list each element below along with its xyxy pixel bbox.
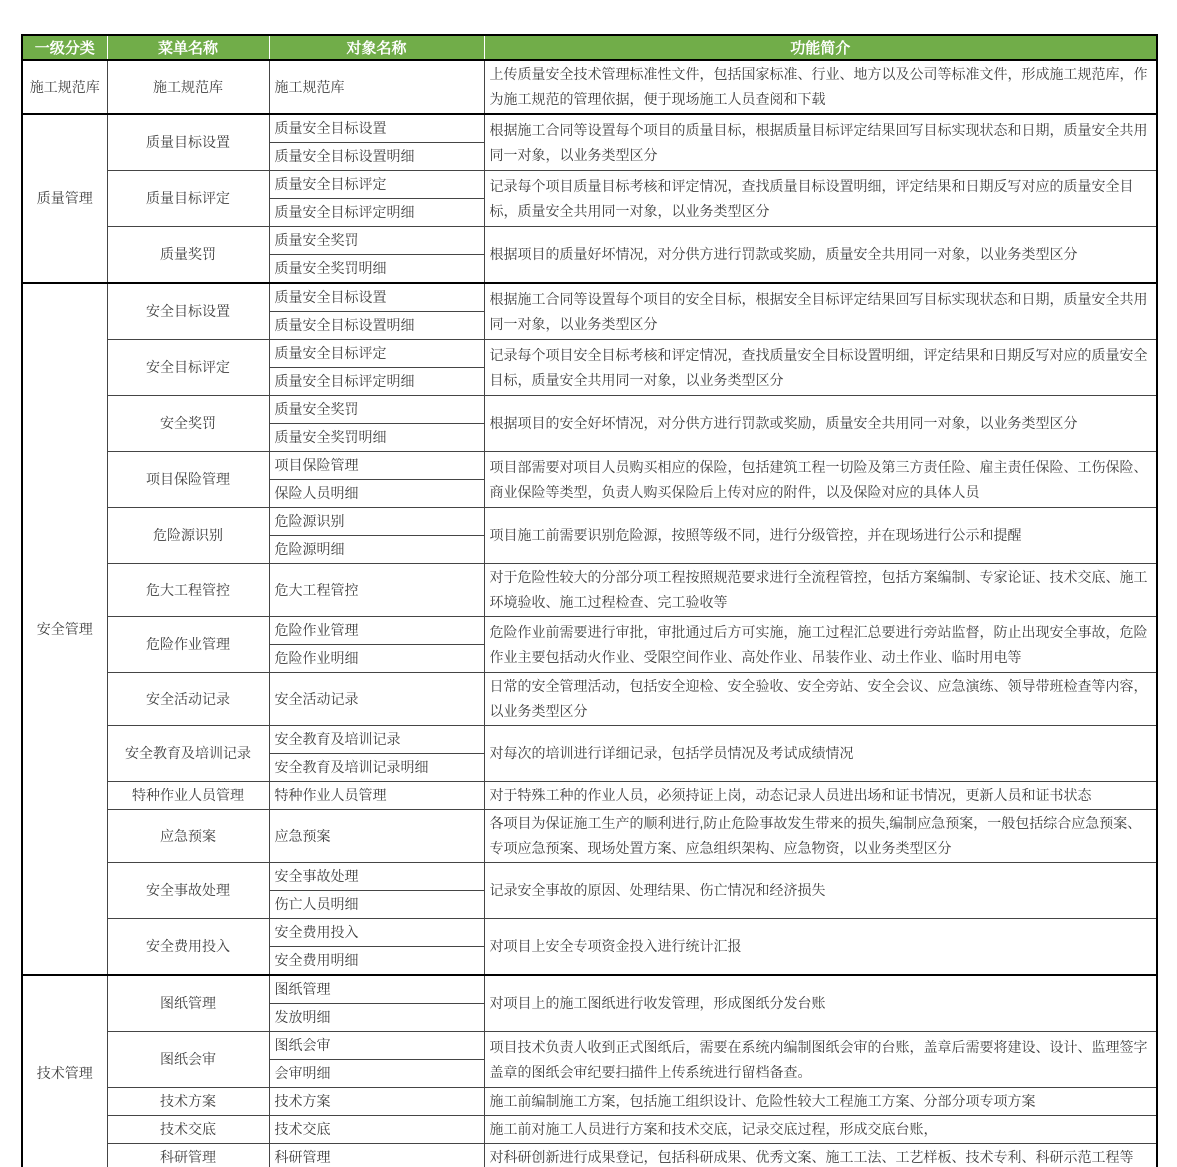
description-cell: 记录每个项目安全目标考核和评定情况，查找质量安全目标设置明细，评定结果和日期反写对应的质量安全目标，质量安全共用同一对象，以业务类型区分 (484, 340, 1157, 396)
table-row (22, 1116, 1157, 1144)
menu-cell: 质量奖罚 (107, 227, 269, 284)
description-cell: 危险作业前需要进行审批，审批通过后方可实施，施工过程汇总要进行旁站监督，防止出现安全事故，危险作业主要包括动火作业、受限空间作业、高处作业、吊装作业、动土作业、临时用电等 (484, 617, 1157, 673)
table-row (22, 564, 1157, 617)
menu-cell: 技术交底 (107, 1116, 269, 1144)
menu-cell: 安全奖罚 (107, 396, 269, 452)
object-cell: 技术交底 (269, 1116, 484, 1144)
object-cell: 质量安全目标评定明细 (269, 368, 484, 396)
table-body (22, 60, 1157, 1167)
description-cell: 施工前编制施工方案，包括施工组织设计、危险性较大工程施工方案、分部分项专项方案 (484, 1088, 1157, 1116)
menu-cell: 危险源识别 (107, 508, 269, 564)
table-row (22, 114, 1157, 143)
object-cell: 图纸会审 (269, 1032, 484, 1060)
menu-cell: 质量目标评定 (107, 171, 269, 227)
category-cell: 施工规范库 (22, 60, 107, 114)
menu-cell: 质量目标设置 (107, 114, 269, 171)
object-cell: 安全活动记录 (269, 673, 484, 726)
description-cell: 对于危险性较大的分部分项工程按照规范要求进行全流程管控，包括方案编制、专家论证、技术交底、施工环境验收、施工过程检查、完工验收等 (484, 564, 1157, 617)
description-cell: 对每次的培训进行详细记录，包括学员情况及考试成绩情况 (484, 726, 1157, 782)
menu-cell: 科研管理 (107, 1144, 269, 1167)
menu-cell: 施工规范库 (107, 60, 269, 114)
category-cell: 安全管理 (22, 283, 107, 975)
object-cell: 伤亡人员明细 (269, 891, 484, 919)
object-cell: 质量安全目标设置明细 (269, 312, 484, 340)
object-cell: 施工规范库 (269, 60, 484, 114)
object-cell: 质量安全奖罚明细 (269, 255, 484, 284)
object-cell: 安全教育及培训记录 (269, 726, 484, 754)
description-cell: 根据施工合同等设置每个项目的安全目标，根据安全目标评定结果回写目标实现状态和日期，质量安全共用同一对象，以业务类型区分 (484, 283, 1157, 340)
sheet-area (21, 34, 1158, 1167)
menu-cell: 危大工程管控 (107, 564, 269, 617)
description-cell: 上传质量安全技术管理标准性文件，包括国家标准、行业、地方以及公司等标准文件，形成施工规范库，作为施工规范的管理依据，便于现场施工人员查阅和下载 (484, 60, 1157, 114)
header-object: 对象名称 (269, 35, 484, 60)
description-cell: 项目部需要对项目人员购买相应的保险，包括建筑工程一切险及第三方责任险、雇主责任保险、工伤保险、商业保险等类型，负责人购买保险后上传对应的附件，以及保险对应的具体人员 (484, 452, 1157, 508)
object-cell: 应急预案 (269, 810, 484, 863)
object-cell: 安全费用明细 (269, 947, 484, 976)
description-cell: 施工前对施工人员进行方案和技术交底，记录交底过程，形成交底台账， (484, 1116, 1157, 1144)
object-cell: 质量安全目标设置 (269, 283, 484, 312)
menu-spec-table (21, 34, 1158, 1167)
object-cell: 项目保险管理 (269, 452, 484, 480)
table-row (22, 340, 1157, 368)
table-row (22, 1144, 1157, 1167)
object-cell: 危险作业管理 (269, 617, 484, 645)
object-cell: 科研管理 (269, 1144, 484, 1167)
object-cell: 技术方案 (269, 1088, 484, 1116)
category-cell: 质量管理 (22, 114, 107, 283)
description-cell: 项目技术负责人收到正式图纸后，需要在系统内编制图纸会审的台账，盖章后需要将建设、设计、监理签字盖章的图纸会审纪要扫描件上传系统进行留档备查。 (484, 1032, 1157, 1088)
description-cell: 日常的安全管理活动，包括安全迎检、安全验收、安全旁站、安全会议、应急演练、领导带班检查等内容，以业务类型区分 (484, 673, 1157, 726)
menu-cell: 图纸会审 (107, 1032, 269, 1088)
table-header (22, 35, 1157, 60)
description-cell: 对项目上安全专项资金投入进行统计汇报 (484, 919, 1157, 976)
menu-cell: 危险作业管理 (107, 617, 269, 673)
header-menu: 菜单名称 (107, 35, 269, 60)
object-cell: 危险源明细 (269, 536, 484, 564)
table-row (22, 1032, 1157, 1060)
object-cell: 特种作业人员管理 (269, 782, 484, 810)
description-cell: 根据施工合同等设置每个项目的质量目标，根据质量目标评定结果回写目标实现状态和日期，质量安全共用同一对象，以业务类型区分 (484, 114, 1157, 171)
header-row (22, 35, 1157, 60)
object-cell: 危险源识别 (269, 508, 484, 536)
table-row (22, 1088, 1157, 1116)
table-row (22, 227, 1157, 255)
menu-cell: 特种作业人员管理 (107, 782, 269, 810)
header-category: 一级分类 (22, 35, 107, 60)
object-cell: 质量安全目标设置 (269, 114, 484, 143)
table-row (22, 171, 1157, 199)
table-row (22, 726, 1157, 754)
menu-cell: 项目保险管理 (107, 452, 269, 508)
menu-cell: 技术方案 (107, 1088, 269, 1116)
table-row (22, 508, 1157, 536)
header-description: 功能简介 (484, 35, 1157, 60)
object-cell: 安全费用投入 (269, 919, 484, 947)
object-cell: 质量安全奖罚明细 (269, 424, 484, 452)
table-row (22, 283, 1157, 312)
object-cell: 会审明细 (269, 1060, 484, 1088)
description-cell: 对项目上的施工图纸进行收发管理，形成图纸分发台账 (484, 975, 1157, 1032)
menu-cell: 图纸管理 (107, 975, 269, 1032)
object-cell: 图纸管理 (269, 975, 484, 1004)
menu-cell: 安全教育及培训记录 (107, 726, 269, 782)
table-row (22, 919, 1157, 947)
menu-cell: 安全活动记录 (107, 673, 269, 726)
description-cell: 记录每个项目质量目标考核和评定情况，查找质量目标设置明细，评定结果和日期反写对应的质量安全目标，质量安全共用同一对象，以业务类型区分 (484, 171, 1157, 227)
object-cell: 保险人员明细 (269, 480, 484, 508)
menu-cell: 安全目标设置 (107, 283, 269, 340)
table-row (22, 810, 1157, 863)
object-cell: 发放明细 (269, 1004, 484, 1032)
object-cell: 安全教育及培训记录明细 (269, 754, 484, 782)
description-cell: 根据项目的质量好坏情况，对分供方进行罚款或奖励，质量安全共用同一对象，以业务类型区分 (484, 227, 1157, 284)
table-row (22, 452, 1157, 480)
table-row (22, 782, 1157, 810)
object-cell: 质量安全奖罚 (269, 396, 484, 424)
table-row (22, 863, 1157, 891)
table-row (22, 617, 1157, 645)
category-cell: 技术管理 (22, 975, 107, 1167)
description-cell: 各项目为保证施工生产的顺利进行,防止危险事故发生带来的损失,编制应急预案，一般包括综合应急预案、专项应急预案、现场处置方案、应急组织架构、应急物资，以业务类型区分 (484, 810, 1157, 863)
object-cell: 危大工程管控 (269, 564, 484, 617)
description-cell: 对科研创新进行成果登记，包括科研成果、优秀文案、施工工法、工艺样板、技术专利、科研示范工程等 (484, 1144, 1157, 1167)
description-cell: 项目施工前需要识别危险源，按照等级不同，进行分级管控，并在现场进行公示和提醒 (484, 508, 1157, 564)
table-row (22, 60, 1157, 114)
object-cell: 质量安全目标设置明细 (269, 143, 484, 171)
table-row (22, 673, 1157, 726)
object-cell: 质量安全目标评定 (269, 340, 484, 368)
table-row (22, 396, 1157, 424)
table-row (22, 975, 1157, 1004)
menu-cell: 应急预案 (107, 810, 269, 863)
description-cell: 根据项目的安全好坏情况，对分供方进行罚款或奖励，质量安全共用同一对象，以业务类型区分 (484, 396, 1157, 452)
object-cell: 安全事故处理 (269, 863, 484, 891)
object-cell: 质量安全目标评定明细 (269, 199, 484, 227)
object-cell: 质量安全奖罚 (269, 227, 484, 255)
menu-cell: 安全事故处理 (107, 863, 269, 919)
menu-cell: 安全目标评定 (107, 340, 269, 396)
description-cell: 记录安全事故的原因、处理结果、伤亡情况和经济损失 (484, 863, 1157, 919)
object-cell: 危险作业明细 (269, 645, 484, 673)
object-cell: 质量安全目标评定 (269, 171, 484, 199)
description-cell: 对于特殊工种的作业人员，必须持证上岗，动态记录人员进出场和证书情况，更新人员和证书状态 (484, 782, 1157, 810)
menu-cell: 安全费用投入 (107, 919, 269, 976)
